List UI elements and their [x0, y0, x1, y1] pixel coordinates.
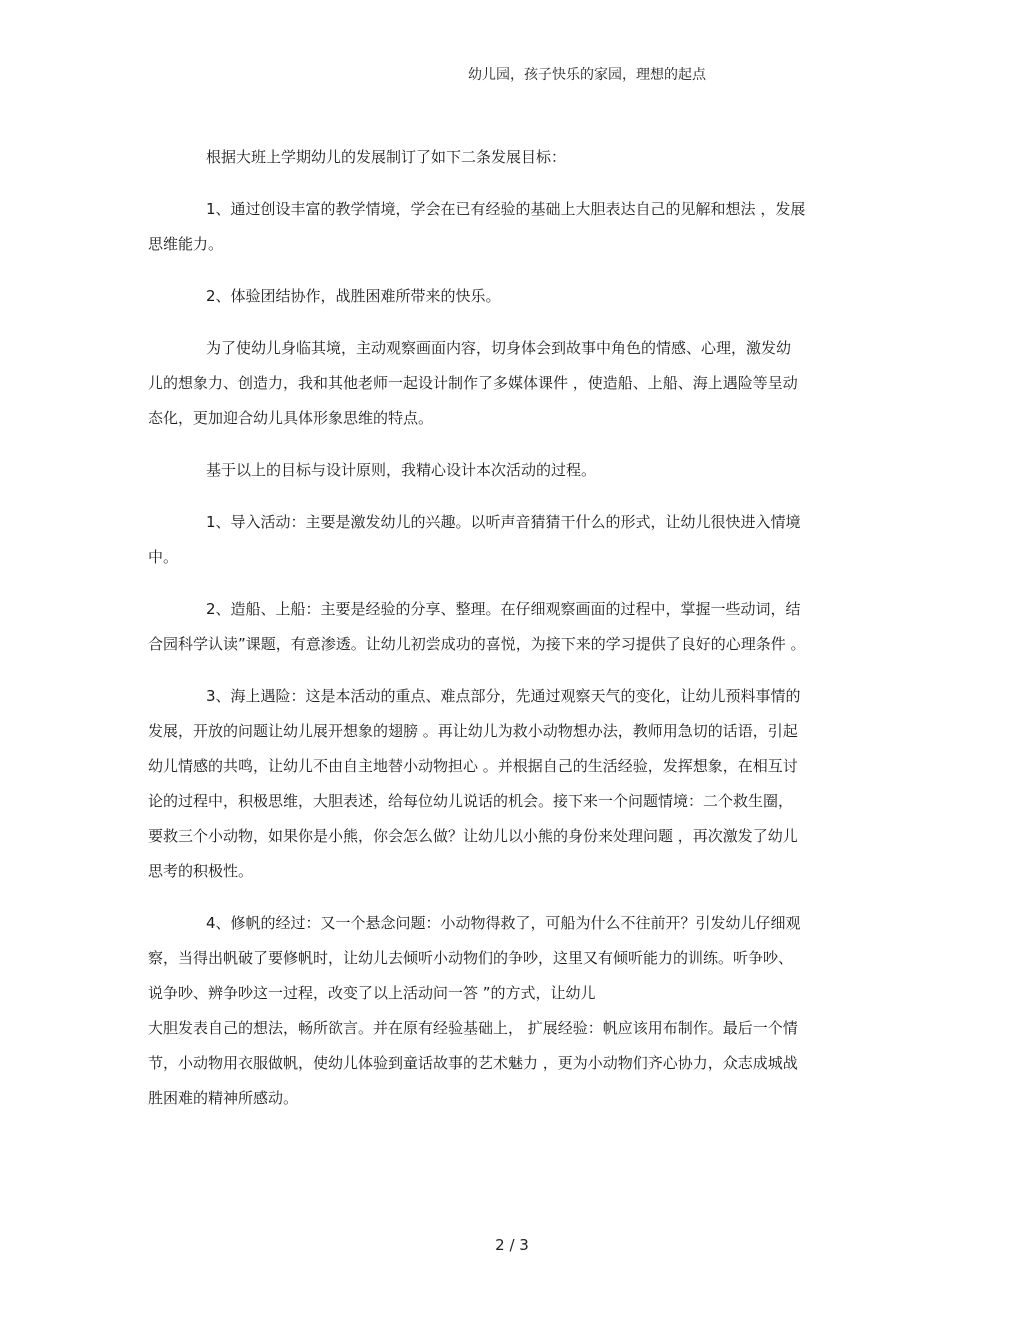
text-line: 2、造船、上船：主要是经验的分享、整理。在仔细观察画面的过程中，掌握一些动词，结	[206, 600, 801, 618]
paragraph	[148, 192, 878, 262]
text-line: 胜困难的精神所感动。	[148, 1089, 299, 1107]
text-line: 大胆发表自己的想法，畅所欲言。并在原有经验基础上， 扩展经验：帆应该用布制作。最后一个情	[148, 1019, 798, 1037]
text-line: 中。	[148, 548, 179, 566]
text-line: 要救三个小动物，如果你是小熊，你会怎么做？让幼儿以小熊的身份来处理问题 ，再次激发了幼儿	[148, 827, 798, 845]
paragraph	[148, 453, 878, 488]
text-line: 1、通过创设丰富的教学情境，学会在已有经验的基础上大胆表达自己的见解和想法 ，发展	[206, 200, 806, 218]
text-line: 思维能力。	[148, 235, 224, 253]
text-line: 思考的积极性。	[148, 862, 254, 880]
text-line: 态化，更加迎合幼儿具体形象思维的特点。	[148, 409, 434, 427]
paragraph	[148, 279, 878, 314]
paragraph	[148, 592, 878, 662]
text-line: 为了使幼儿身临其境，主动观察画面内容，切身体会到故事中角色的情感、心理，激发幼	[206, 339, 792, 357]
document-body	[148, 140, 878, 1133]
text-line: 3、海上遇险：这是本活动的重点、难点部分，先通过观察天气的变化，让幼儿预料事情的	[206, 687, 801, 705]
paragraph	[148, 505, 878, 575]
paragraph	[148, 906, 878, 1116]
paragraph	[148, 140, 878, 175]
text-line: 说争吵、辨争吵这一过程，改变了以上活动问一答 ”的方式，让幼儿	[148, 984, 596, 1002]
text-line: 合园科学认读”课题，有意渗透。让幼儿初尝成功的喜悦，为接下来的学习提供了良好的心理条件 。	[148, 635, 806, 653]
text-line: 幼儿情感的共鸣，让幼儿不由自主地替小动物担心 。并根据自己的生活经验，发挥想象，在相互讨	[148, 757, 798, 775]
text-line: 2、体验团结协作，战胜困难所带来的快乐。	[206, 287, 501, 305]
text-line: 节，小动物用衣服做帆，使幼儿体验到童话故事的艺术魅力 ，更为小动物们齐心协力，众志成城战	[148, 1054, 798, 1072]
text-line: 察，当得出帆破了要修帆时，让幼儿去倾听小动物们的争吵，这里又有倾听能力的训练。听争吵、	[148, 949, 794, 967]
text-line: 发展，开放的问题让幼儿展开想象的翅膀 。再让幼儿为救小动物想办法，教师用急切的话语，引起	[148, 722, 798, 740]
text-line: 儿的想象力、创造力，我和其他老师一起设计制作了多媒体课件 ，使造船、上船、海上遇险等呈动	[148, 374, 798, 392]
paragraph	[148, 679, 878, 889]
page-header: 幼儿园，孩子快乐的家园，理想的起点	[468, 67, 706, 83]
text-line: 论的过程中，积极思维，大胆表述，给每位幼儿说话的机会。接下来一个问题情境：二个救生圈，	[148, 792, 794, 810]
paragraph	[148, 331, 878, 436]
text-line: 1、导入活动：主要是激发幼儿的兴趣。以听声音猜猜干什么的形式，让幼儿很快进入情境	[206, 513, 801, 531]
text-line: 4、修帆的经过：又一个悬念问题：小动物得救了，可船为什么不往前开？引发幼儿仔细观	[206, 914, 801, 932]
page-number: 2 / 3	[495, 1236, 529, 1254]
text-line: 根据大班上学期幼儿的发展制订了如下二条发展目标：	[206, 148, 567, 166]
text-line: 基于以上的目标与设计原则，我精心设计本次活动的过程。	[206, 461, 597, 479]
